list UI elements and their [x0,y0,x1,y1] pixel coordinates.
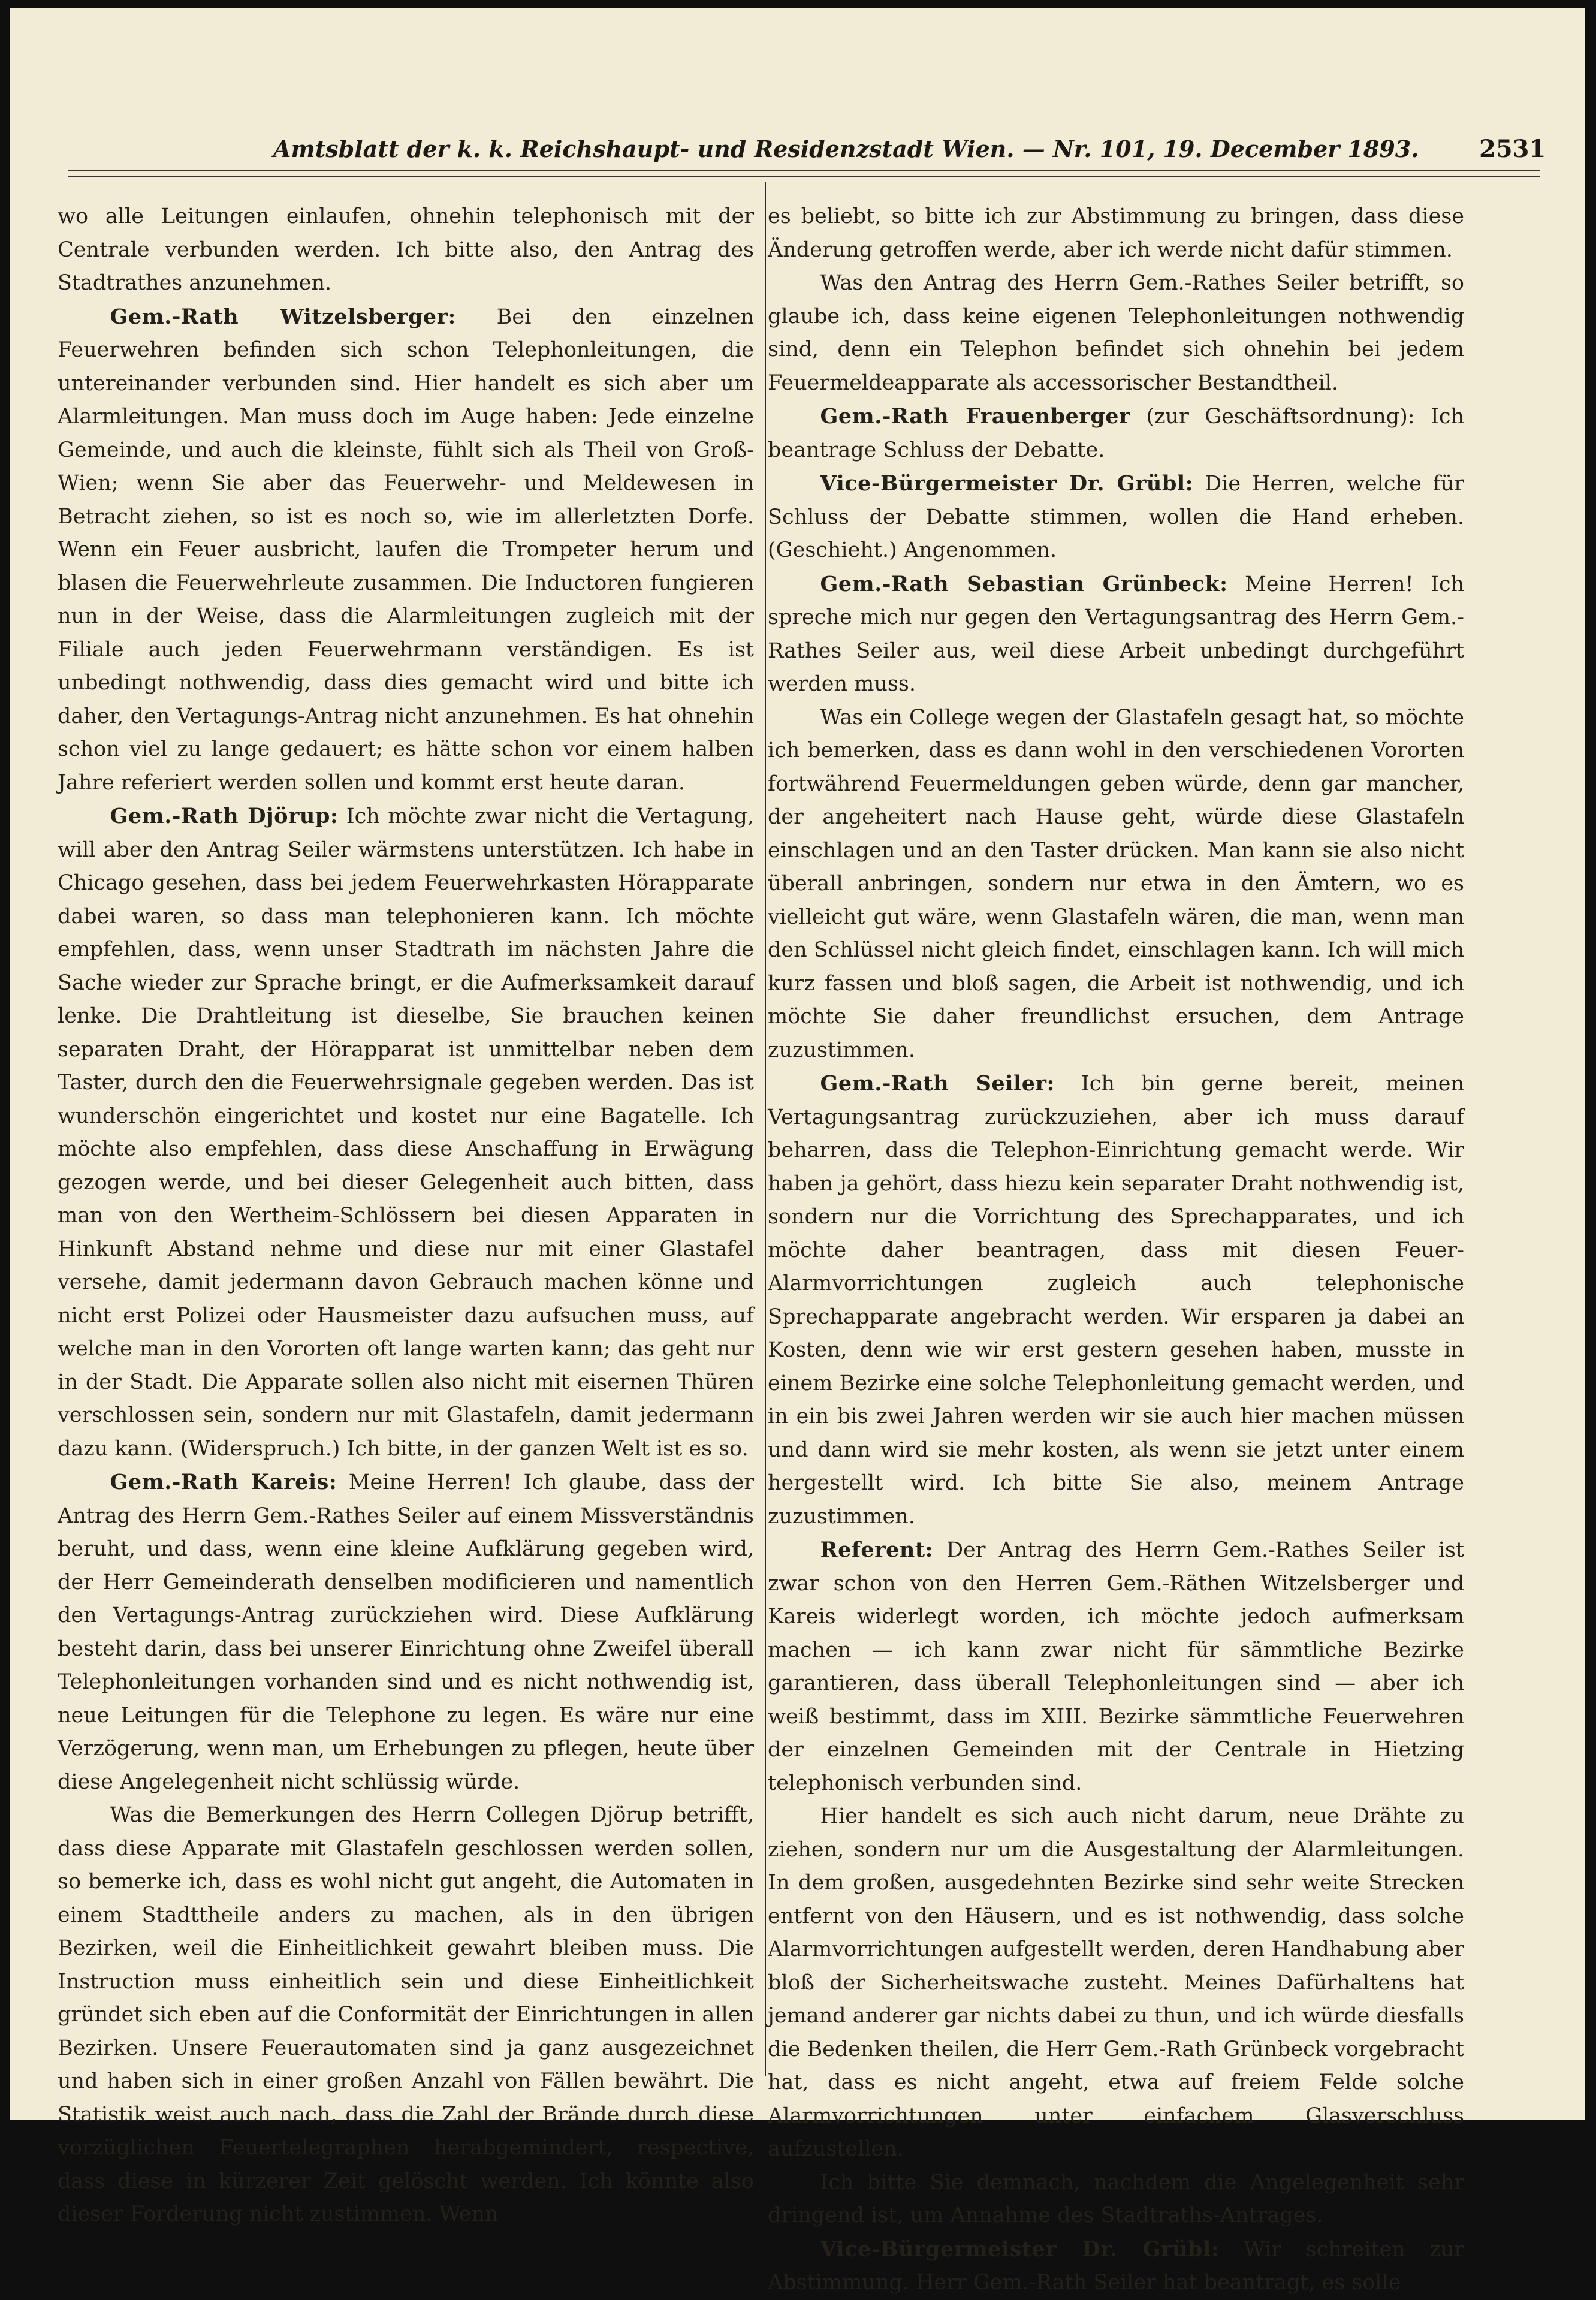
paragraph [58,1466,754,1799]
speaker-name: Gem.-Rath Sebastian Grünbeck: [820,571,1228,596]
paragraph-text: Was den Antrag des Herrn Gem.-Rathes Seiler betrifft, so glaube ich, dass keine eigenen Telephonleitungen nothwendig sind, denn ein Telephon befindet sich ohnehin bei jedem Feuermeldeapparate als accessorischer Bestandtheil. [768,271,1464,395]
page-number: 2531 [1479,135,1546,163]
paragraph [58,1799,754,2232]
paragraph-text: Was die Bemerkungen des Herrn Collegen Djörup betrifft, dass diese Apparate mit Glastafeln geschlossen werden sollen, so bemerke ich, dass es wohl nicht gut angeht, die Automaten in einem Stadttheile anders zu machen, als in den übrigen Bezirken, weil die Einheitlichkeit gewahrt bleiben muss. Die Instruction muss einheitlich sein und diese Einheitlichkeit gründet sich eben auf die Conformität der Einrichtungen in allen Bezirken. Unsere Feuerautomaten sind ja ganz ausgezeichnet und haben sich in einer großen Anzahl von Fällen bewährt. Die Statistik weist auch nach, dass die Zahl der Brände durch diese vorzüglichen Feuertelegraphen herabgemindert, respective, dass diese in kürzerer Zeit gelöscht werden. Ich könnte also dieser Forderung nicht zustimmen. Wenn [58,1803,754,2226]
paragraph-text: es beliebt, so bitte ich zur Abstimmung zu bringen, dass diese Änderung getroffen werde, aber ich werde nicht dafür stimmen. [768,204,1464,262]
paragraph [58,300,754,800]
header-rule [68,170,1540,177]
paragraph-text: Was ein College wegen der Glastafeln gesagt hat, so möchte ich bemerken, dass es dann wohl in den verschiedenen Vororten fortwährend Feuermeldungen geben würde, denn gar mancher, der angeheitert nach Hause geht, würde diese Glastafeln einschlagen und an den Taster drücken. Man kann sie also nicht überall anbringen, sondern nur etwa in den Ämtern, wo es vielleicht gut wäre, wenn Glastafeln wären, die man, wenn man den Schlüssel nicht gleich findet, einschlagen kann. Ich will mich kurz fassen und bloß sagen, die Arbeit ist nothwendig, und ich möchte Sie daher freundlichst ersuchen, dem Antrage zuzustimmen. [768,705,1464,1062]
paragraph-text: Meine Herren! Ich glaube, dass der Antrag des Herrn Gem.-Rathes Seiler auf einem Missverständnis beruht, und dass, wenn eine kleine Aufklärung gegeben wird, der Herr Gemeinderath denselben modificieren und namentlich den Vertagungs-Antrag zurückziehen wird. Diese Aufklärung besteht darin, dass bei unserer Einrichtung ohne Zweifel überall Telephonleitungen vorhanden sind und es nicht nothwendig ist, neue Leitungen für die Telephone zu legen. Es wäre nur eine Verzögerung, wenn man, um Erhebungen zu pflegen, heute über diese Angelegenheit nicht schlüssig würde. [58,1470,754,1794]
speaker-name: Referent: [820,1538,933,1562]
paragraph-text: Hier handelt es sich auch nicht darum, neue Drähte zu ziehen, sondern nur um die Ausgestaltung der Alarmleitungen. In dem großen, ausgedehnten Bezirke sind sehr weite Strecken entfernt von den Häusern, und es ist nothwendig, dass solche Alarmvorrichtungen aufgestellt werden, deren Handhabung aber bloß der Sicherheitswache zusteht. Meines Dafürhaltens hat jemand anderer gar nichts dabei zu thun, und ich würde diesfalls die Bedenken theilen, die Herr Gem.-Rath Grünbeck vorgebracht hat, dass es nicht angeht, etwa auf freiem Felde solche Alarmvorrichtungen unter einfachem Glasverschluss aufzustellen. [768,1804,1464,2161]
paragraph-text: (zur Geschäftsordnung): Ich beantrage Schluss der Debatte. [768,405,1464,462]
paragraph [768,267,1464,400]
paragraph [768,1800,1464,2166]
paragraph-text: Ich möchte zwar nicht die Vertagung, will aber den Antrag Seiler wärmstens unterstützen. Ich habe in Chicago gesehen, dass bei jedem Feuerwehrkasten Hörapparate dabei waren, so dass man telephonieren kann. Ich möchte empfehlen, dass, wenn unser Stadtrath im nächsten Jahre die Sache wieder zur Sprache bringt, er die Aufmerksamkeit darauf lenke. Die Drahtleitung ist dieselbe, Sie brauchen keinen separaten Draht, der Hörapparat ist unmittelbar neben dem Taster, durch den die Feuerwehrsignale gegeben werden. Das ist wunderschön eingerichtet und kostet nur eine Bagatelle. Ich möchte also empfehlen, dass diese Anschaffung in Erwägung gezogen werde, und bei dieser Gelegenheit auch bitten, dass man von den Wertheim-Schlössern bei diesen Apparaten in Hinkunft Abstand nehme und diese nur mit einer Glastafel versehe, damit jedermann davon Gebrauch machen könne und nicht erst Polizei oder Hausmeister dazu aufsuchen muss, auf welche man in den Vororten oft lange warten kann; das geht nur in der Stadt. Die Apparate sollen also nicht mit eisernen Thüren verschlossen sein, sondern nur mit Glastafeln, damit jedermann dazu kann. (Widerspruch.) Ich bitte, in der ganzen Welt ist es so. [58,804,754,1461]
paragraph [768,467,1464,568]
paragraph [768,701,1464,1068]
paragraph-text: Meine Herren! Ich spreche mich nur gegen den Vertagungsantrag des Herrn Gem.-Rathes Seiler aus, weil diese Arbeit unbedingt durchgeführt werden muss. [768,572,1464,696]
speaker-name: Gem.-Rath Kareis: [110,1470,337,1494]
paragraph-text: Wir schreiten zur Abstimmung. Herr Gem.-Rath Seiler hat beantragt, es solle [768,2237,1464,2295]
page-header-title: Amtsblatt der k. k. Reichshaupt- und Residenzstadt Wien. — Nr. 101, 19. December 1893. [273,135,1419,162]
paragraph-text: Ich bin gerne bereit, meinen Vertagungsantrag zurückzuziehen, aber ich muss darauf beharren, dass die Telephon-Einrichtung gemacht werde. Wir haben ja gehört, dass hiezu kein separater Draht nothwendig ist, sondern nur die Vorrichtung des Sprechapparates, und ich möchte daher beantragen, dass mit diesen Feuer-Alarmvorrichtungen zugleich auch telephonische Sprechapparate angebracht werden. Wir ersparen ja dabei an Kosten, denn wie wir erst gestern gesehen haben, musste in einem Bezirke eine solche Telephonleitung gemacht werden, und in ein bis zwei Jahren werden wir sie auch hier machen müssen und dann wird sie mehr kosten, als wenn sie jetzt unter einem hergestellt wird. Ich bitte Sie also, meinem Antrage zuzustimmen. [768,1072,1464,1529]
paragraph [768,2166,1464,2233]
paragraph-text: Ich bitte Sie demnach, nachdem die Angelegenheit sehr dringend ist, um Annahme des Stadtraths-Antrages. [768,2170,1464,2227]
speaker-name: Gem.-Rath Seiler: [820,1071,1055,1096]
right-column [768,200,1464,2295]
newspaper-page [10,8,1585,2295]
paragraph [768,568,1464,701]
speaker-name: Gem.-Rath Witzelsberger: [110,304,456,329]
speaker-name: Vice-Bürgermeister Dr. Grübl: [820,471,1194,496]
paragraph-text: Der Antrag des Herrn Gem.-Rathes Seiler ist zwar schon von den Herren Gem.-Räthen Witzelsberger und Kareis widerlegt worden, ich möchte jedoch aufmerksam machen — ich kann zwar nicht für sämmtliche Bezirke garantieren, dass überall Telephonleitungen sind — aber ich weiß bestimmt, dass im XIII. Bezirke sämmtliche Feuerwehren der einzelnen Gemeinden mit der Centrale in Hietzing telephonisch verbunden sind. [768,1538,1464,1795]
paragraph [58,200,754,300]
paragraph [58,800,754,1466]
paragraph [768,1533,1464,1800]
paragraph [768,400,1464,467]
paragraph [768,200,1464,267]
paragraph [768,2233,1464,2300]
paragraph-text: Bei den einzelnen Feuerwehren befinden sich schon Telephonleitungen, die untereinander verbunden sind. Hier handelt es sich aber um Alarmleitungen. Man muss doch im Auge haben: Jede einzelne Gemeinde, und auch die kleinste, fühlt sich als Theil von Groß-Wien; wenn Sie aber das Feuerwehr- und Meldewesen in Betracht ziehen, so ist es noch so, wie im allerletzten Dorfe. Wenn ein Feuer ausbricht, laufen die Trompeter herum und blasen die Feuerwehrleute zusammen. Die Inductoren fungieren nun in der Weise, dass die Alarmleitungen zugleich mit der Filiale auch jeden Feuerwehrmann verständigen. Es ist unbedingt nothwendig, dass dies gemacht wird und bitte ich daher, den Vertagungs-Antrag nicht anzunehmen. Es hat ohnehin schon viel zu lange gedauert; es hätte schon vor einem halben Jahre referiert werden sollen und kommt erst heute daran. [58,305,754,795]
speaker-name: Gem.-Rath Frauenberger [820,404,1130,429]
paragraph-text: wo alle Leitungen einlaufen, ohnehin telephonisch mit der Centrale verbunden werden. Ich bitte also, den Antrag des Stadtrathes anzunehmen. [58,204,754,295]
column-divider [765,182,766,2076]
speaker-name: Gem.-Rath Djörup: [110,804,339,828]
left-column [58,200,754,2226]
paragraph-text: Die Herren, welche für Schluss der Debatte stimmen, wollen die Hand erheben. (Geschieht.) Angenommen. [768,472,1464,562]
speaker-name: Vice-Bürgermeister Dr. Grübl: [820,2236,1220,2262]
paragraph [768,1067,1464,1533]
